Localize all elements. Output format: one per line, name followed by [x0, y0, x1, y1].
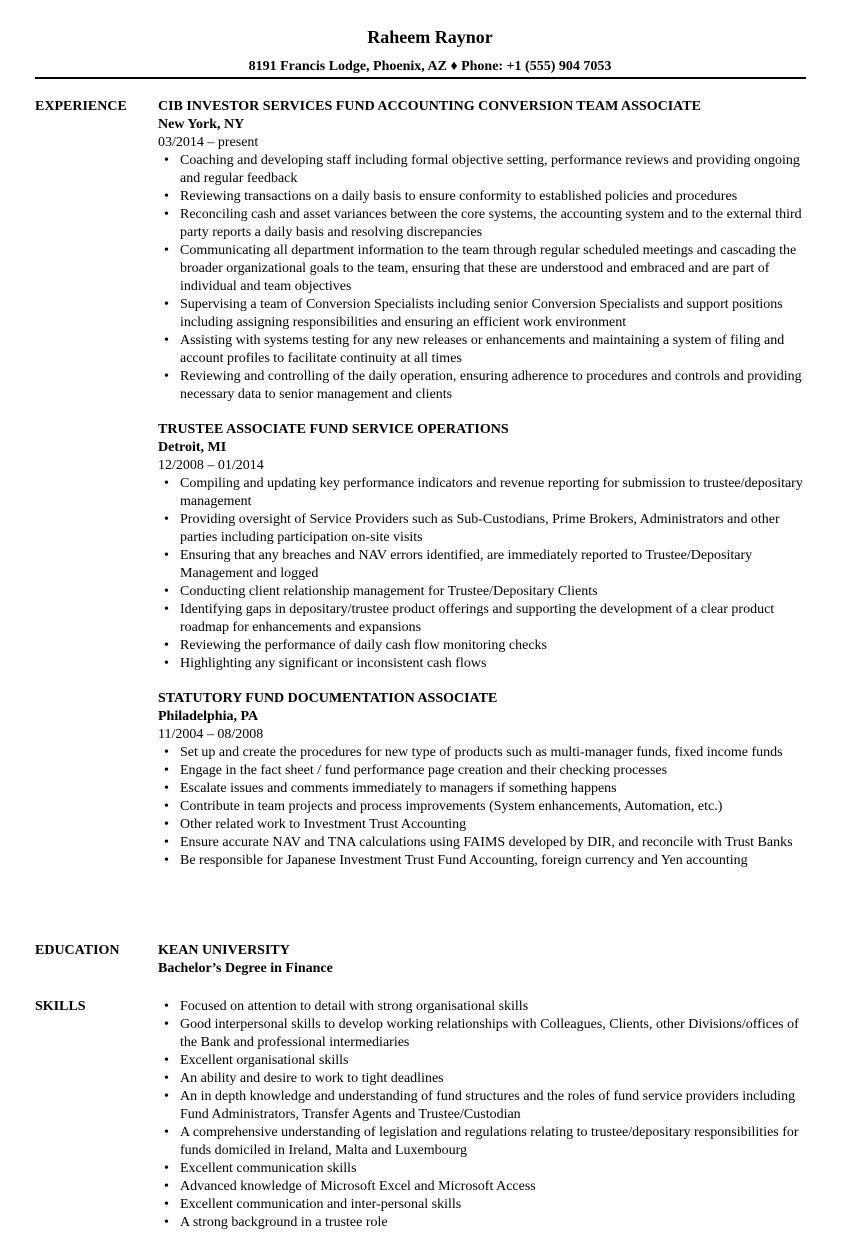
list-item: • Coaching and developing staff including formal objective setting, performance reviews and providing ongoing and regular feedback — [158, 152, 806, 188]
list-item: • Other related work to Investment Trust Accounting — [158, 816, 806, 834]
job-entry — [158, 98, 806, 404]
list-item: • Identifying gaps in depositary/trustee product offerings and supporting the development of a clear product roadmap for enhancements and expansions — [158, 601, 806, 637]
list-item: • An in depth knowledge and understanding of fund structures and the roles of fund service providers including Fund Administrators, Transfer Agents and Trustee/Custodian — [158, 1088, 806, 1124]
list-item: • Communicating all department information to the team through regular scheduled meetings and cascading the broader organizational goals to the team, ensuring that these are understood and embraced and are part of individual and team objectives — [158, 242, 806, 296]
list-item: • Advanced knowledge of Microsoft Excel and Microsoft Access — [158, 1178, 806, 1196]
job-entry — [158, 421, 806, 673]
job-location: Detroit, MI — [158, 440, 227, 455]
job-title: CIB INVESTOR SERVICES FUND ACCOUNTING CONVERSION TEAM ASSOCIATE — [158, 99, 701, 114]
contact-line: 8191 Francis Lodge, Phoenix, AZ ♦ Phone: +1 (555) 904 7053 — [248, 59, 612, 74]
job-entry — [158, 690, 806, 870]
list-item: • Providing oversight of Service Providers such as Sub-Custodians, Prime Brokers, Administrators and other parties including participation on-site visits — [158, 511, 806, 547]
list-item: • Contribute in team projects and process improvements (System enhancements, Automation, etc.) — [158, 798, 806, 816]
job-title: TRUSTEE ASSOCIATE FUND SERVICE OPERATIONS — [158, 422, 509, 437]
list-item: • Conducting client relationship management for Trustee/Depositary Clients — [158, 583, 806, 601]
job-dates: 12/2008 – 01/2014 — [158, 458, 264, 473]
list-item: • Excellent organisational skills — [158, 1052, 806, 1070]
job-dates: 03/2014 – present — [158, 135, 259, 150]
candidate-name: Raheem Raynor — [367, 27, 493, 47]
experience-section — [35, 98, 806, 870]
job-title: STATUTORY FUND DOCUMENTATION ASSOCIATE — [158, 691, 498, 706]
degree: Bachelor’s Degree in Finance — [158, 961, 333, 976]
list-item: • Reconciling cash and asset variances between the core systems, the accounting system and to the external third party reports a daily basis and resolving discrepancies — [158, 206, 806, 242]
list-item: • A strong background in a trustee role — [158, 1214, 806, 1232]
list-item: • An ability and desire to work to tight deadlines — [158, 1070, 806, 1088]
job-location: Philadelphia, PA — [158, 709, 259, 724]
skills-section — [35, 998, 806, 1232]
list-item: • Excellent communication skills — [158, 1160, 806, 1178]
list-item: • Set up and create the procedures for new type of products such as multi-manager funds, fixed income funds — [158, 744, 806, 762]
skills-heading: SKILLS — [35, 999, 86, 1014]
job-location: New York, NY — [158, 117, 245, 132]
list-item: • Reviewing transactions on a daily basis to ensure conformity to established policies and procedures — [158, 188, 806, 206]
school-name: KEAN UNIVERSITY — [158, 943, 290, 958]
list-item: • A comprehensive understanding of legislation and regulations relating to trustee/depositary responsibilities for funds domiciled in Ireland, Malta and Luxembourg — [158, 1124, 806, 1160]
list-item: • Escalate issues and comments immediately to managers if something happens — [158, 780, 806, 798]
experience-heading: EXPERIENCE — [35, 99, 127, 114]
education-section — [35, 942, 806, 978]
education-heading: EDUCATION — [35, 943, 120, 958]
list-item: • Assisting with systems testing for any new releases or enhancements and maintaining a system of filing and account profiles to facilitate continuity at all times — [158, 332, 806, 368]
list-item: • Highlighting any significant or inconsistent cash flows — [158, 655, 806, 673]
list-item: • Ensure accurate NAV and TNA calculations using FAIMS developed by DIR, and reconcile with Trust Banks — [158, 834, 806, 852]
list-item: • Reviewing and controlling of the daily operation, ensuring adherence to procedures and controls and providing necessary data to senior management and clients — [158, 368, 806, 404]
header-divider — [35, 77, 806, 79]
list-item: • Be responsible for Japanese Investment Trust Fund Accounting, foreign currency and Yen accounting — [158, 852, 806, 870]
list-item: • Supervising a team of Conversion Specialists including senior Conversion Specialists and support positions including assigning responsibilities and ensuring an efficient work environment — [158, 296, 806, 332]
list-item: • Excellent communication and inter-personal skills — [158, 1196, 806, 1214]
job-dates: 11/2004 – 08/2008 — [158, 727, 264, 742]
list-item: • Engage in the fact sheet / fund performance page creation and their checking processes — [158, 762, 806, 780]
list-item: • Ensuring that any breaches and NAV errors identified, are immediately reported to Trustee/Depositary Management and logged — [158, 547, 806, 583]
list-item: • Good interpersonal skills to develop working relationships with Colleagues, Clients, other Divisions/offices of the Bank and professional intermediaries — [158, 1016, 806, 1052]
skills-list — [158, 998, 806, 1232]
job-bullets — [158, 152, 806, 404]
list-item: • Reviewing the performance of daily cash flow monitoring checks — [158, 637, 806, 655]
list-item: • Compiling and updating key performance indicators and revenue reporting for submission to trustee/depositary management — [158, 475, 806, 511]
resume-header — [0, 0, 860, 76]
list-item: • Focused on attention to detail with strong organisational skills — [158, 998, 806, 1016]
job-bullets — [158, 475, 806, 673]
job-bullets — [158, 744, 806, 870]
